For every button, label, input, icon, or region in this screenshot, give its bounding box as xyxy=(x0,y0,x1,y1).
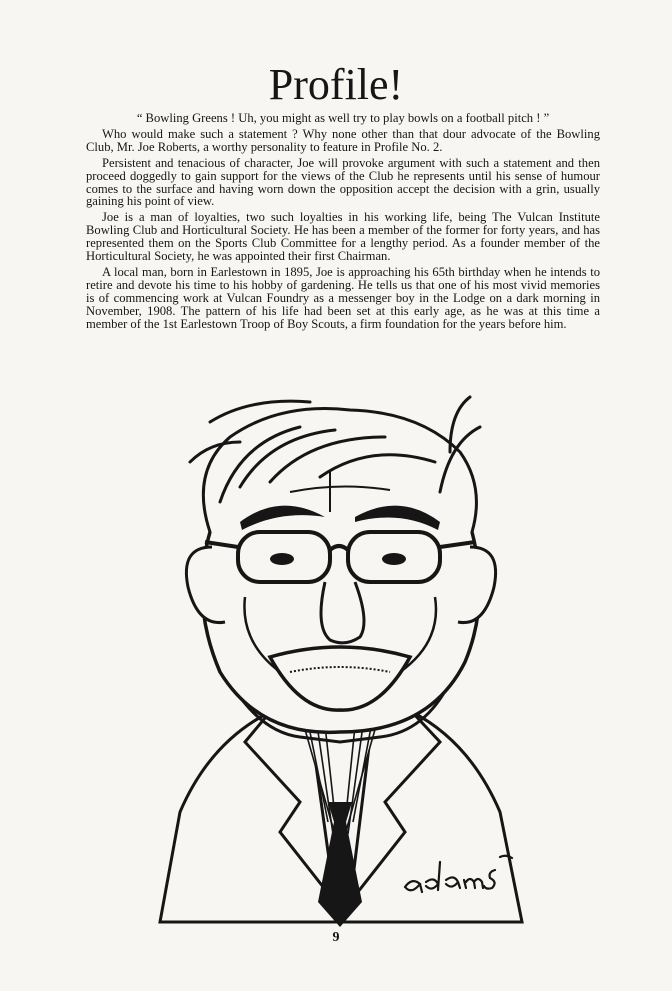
paragraph: Joe is a man of loyalties, two such loyalties in his working life, being The Vulcan Institute Bowling Club and Horticultural Society. He has been a member of the former for forty years, and has represented them on the Sports Club Committee for a lengthy period. As a founder member of the Horticultural Society, he was appointed their first Chairman. xyxy=(86,210,600,264)
hair xyxy=(190,397,480,532)
left-eyebrow xyxy=(240,506,325,530)
page-number: 9 xyxy=(332,930,340,945)
paragraph: A local man, born in Earlestown in 1895, Joe is approaching his 65th birthday when he intends to retire and devote his time to his hobby of gardening. He tells us that one of his most vivid memories is of commencing work at Vulcan Foundry as a messenger boy in the Lodge on a dark morning in November, 1908. The pattern of his life had been set at this early age, as he was at this time a member of the 1st Earlestown Troop of Boy Scouts, a firm foundation for the years before him. xyxy=(86,264,600,331)
page-title: Profile! xyxy=(268,60,404,109)
opening-quote: “ Bowling Greens ! Uh, you might as well try to play bowls on a football pitch ! ” xyxy=(136,111,550,125)
article-body xyxy=(86,112,600,334)
right-eyebrow xyxy=(355,506,440,530)
paragraph: Who would make such a statement ? Why none other than that dour advocate of the Bowling Club, Mr. Joe Roberts, a worthy personality to feature in Profile No. 2. xyxy=(86,126,600,154)
paragraph: Persistent and tenacious of character, Joe will provoke argument with such a statement and then proceed doggedly to gain support for the views of the Club he represents until his sense of humour comes to the surface and having worn down the opposition accept the decision with a grin, usually gaining his point of view. xyxy=(86,155,600,209)
caricature-illustration xyxy=(150,382,530,927)
forehead-lines xyxy=(290,472,390,512)
